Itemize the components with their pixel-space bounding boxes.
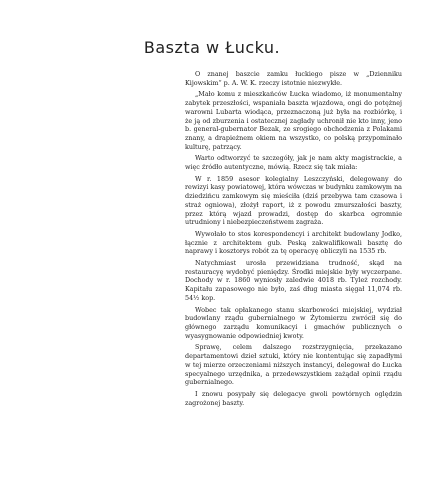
paragraph: Natychmiast urosła przewidziana trudność, skąd na restauracyę wydobyć pieniędzy. Środki miejskie były wyczerpane. Dochody w r. 1860 wyniosły zaledwie 4018 rb. Tyleż rozchody. Kapitału zapasowego nie było, zaś dług miasta sięgał 11,074 rb. 54½ kop.	[185, 259, 402, 302]
paragraph: Sprawę, celem dalszego rozstrzygnięcia, przekazano departamentowi dzieł sztuki, który nie kontentując się zapadłymi w tej mierze orzeczeniami niższych instancyi, delegował do Łucka specyalnego urzędnika, a przedewszystkiem zażądał opinii rządu gubernialnego.	[185, 343, 402, 387]
paragraph: „Mało komu z mieszkańców Łucka wiadomo, iż monumentalny zabytek przeszłości, wspaniała baszta wjazdowa, ongi do potężnej warowni Lubarta wiodąca, przeznaczoną już była na rozbiórkę, i że ją od zburzenia i ostatecznej zagłady uchronił nie kto inny, jeno b. general-gubernator Bezak, ze srogiego obchodzenia z Polakami znany, a drapieżnem okiem na wszystko, co polską przypominało kulturę, patrzący.	[185, 90, 402, 151]
article-body	[185, 70, 402, 410]
paragraph: I znowu posypały się delegacye gwoli powtórnych oględzin zagrożonej baszty.	[185, 389, 402, 407]
paragraph: O znanej baszcie zamku łuckiego pisze w „Dzienniku Kijowskim“ p. A. W. K. rzeczy istotnie niezwykłe.	[185, 70, 402, 87]
paragraph: Wywołało to stos korespondencyi i architekt budowlany Jodko, łącznie z architektem gub. Peską zakwalifikowali basztę do naprawy i kosztorys robót za tę operacyę obliczyli na 1535 rb.	[185, 229, 402, 256]
paragraph: W r. 1859 asesor kolegialny Leszczyński, delegowany do rewizyi kasy powiatowej, która wówczas w budynku zamkowym na dziedzińcu zamkowym się mieściła (dziś przebywa tam czasowa i straż ogniowa), złożył raport, iż z powodu zmurszałości baszty, przez którą wjazd prowadzi, dostęp do skarbca ogromnie utrudniony i niebezpieczeństwem zagraża.	[185, 174, 402, 227]
paragraph: Warto odtworzyć te szczegóły, jak je nam akty magistrackie, a więc źródło autentyczne, mówią. Rzecz się tak miała:	[185, 154, 402, 172]
article-title: Baszta w Łucku.	[143, 38, 281, 57]
paragraph: Wobec tak opłakanego stanu skarbowości miejskiej, wydział budowlany rządu gubernialnego w Żytomierzu zwrócił się do głównego zarządu komunikacyi i gmachów publicznych o wyasygnowanie odpowiedniej kwoty.	[185, 305, 402, 340]
